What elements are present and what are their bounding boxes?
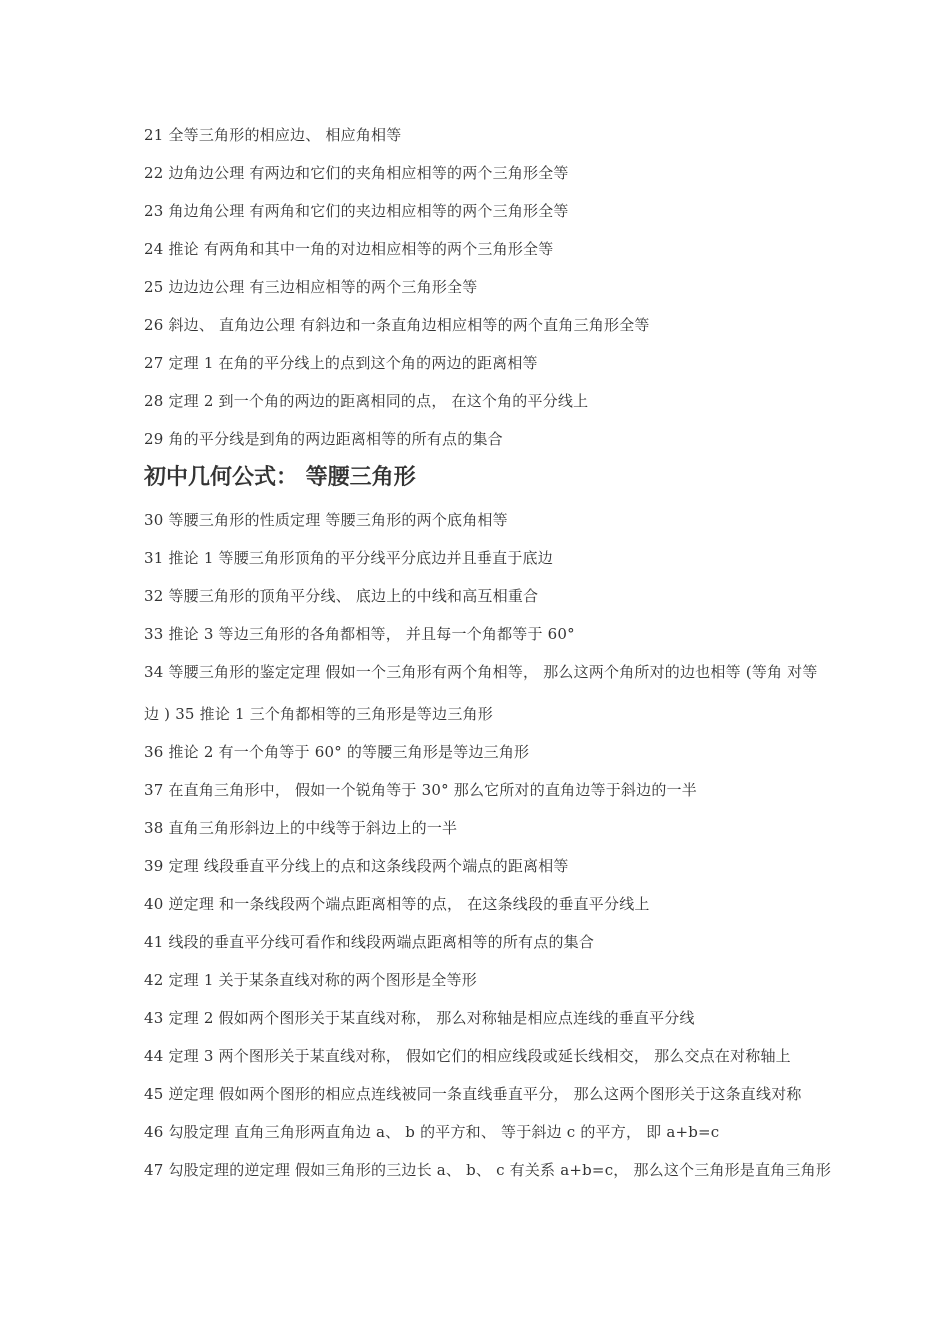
- theorem-line-25: 25 边边边公理 有三边相应相等的两个三角形全等: [144, 278, 478, 296]
- theorem-line-39: 39 定理 线段垂直平分线上的点和这条线段两个端点的距离相等: [144, 857, 569, 875]
- theorem-line-34-cont: 边 ) 35 推论 1 三个角都相等的三角形是等边三角形: [144, 705, 493, 723]
- theorem-line-36: 36 推论 2 有一个角等于 60° 的等腰三角形是等边三角形: [144, 743, 530, 761]
- theorem-line-47: 47 勾股定理的逆定理 假如三角形的三边长 a、 b、 c 有关系 a+b=c， 那么这个三角形是直角三角形: [144, 1161, 832, 1179]
- theorem-line-30: 30 等腰三角形的性质定理 等腰三角形的两个底角相等: [144, 511, 508, 529]
- theorem-line-33: 33 推论 3 等边三角形的各角都相等， 并且每一个角都等于 60°: [144, 625, 575, 643]
- theorem-line-44: 44 定理 3 两个图形关于某直线对称， 假如它们的相应线段或延长线相交， 那么交点在对称轴上: [144, 1047, 791, 1065]
- theorem-line-21: 21 全等三角形的相应边、 相应角相等: [144, 126, 402, 144]
- theorem-line-41: 41 线段的垂直平分线可看作和线段两端点距离相等的所有点的集合: [144, 933, 595, 951]
- theorem-line-27: 27 定理 1 在角的平分线上的点到这个角的两边的距离相等: [144, 354, 538, 372]
- theorem-line-32: 32 等腰三角形的顶角平分线、 底边上的中线和高互相重合: [144, 587, 539, 605]
- theorem-line-42: 42 定理 1 关于某条直线对称的两个图形是全等形: [144, 971, 477, 989]
- theorem-line-34: 34 等腰三角形的鉴定定理 假如一个三角形有两个角相等， 那么这两个角所对的边也相等 (等角 对等: [144, 663, 818, 681]
- theorem-line-23: 23 角边角公理 有两角和它们的夹边相应相等的两个三角形全等: [144, 202, 569, 220]
- theorem-line-22: 22 边角边公理 有两边和它们的夹角相应相等的两个三角形全等: [144, 164, 569, 182]
- theorem-line-37: 37 在直角三角形中， 假如一个锐角等于 30° 那么它所对的直角边等于斜边的一半: [144, 781, 697, 799]
- section-heading: 初中几何公式： 等腰三角形: [144, 465, 416, 490]
- theorem-line-43: 43 定理 2 假如两个图形关于某直线对称， 那么对称轴是相应点连线的垂直平分线: [144, 1009, 695, 1027]
- theorem-line-28: 28 定理 2 到一个角的两边的距离相同的点， 在这个角的平分线上: [144, 392, 589, 410]
- theorem-line-45: 45 逆定理 假如两个图形的相应点连线被同一条直线垂直平分， 那么这两个图形关于这条直线对称: [144, 1085, 802, 1103]
- theorem-line-24: 24 推论 有两角和其中一角的对边相应相等的两个三角形全等: [144, 240, 554, 258]
- theorem-line-29: 29 角的平分线是到角的两边距离相等的所有点的集合: [144, 430, 503, 448]
- theorem-line-46: 46 勾股定理 直角三角形两直角边 a、 b 的平方和、 等于斜边 c 的平方， 即 a+b=c: [144, 1123, 720, 1141]
- theorem-line-26: 26 斜边、 直角边公理 有斜边和一条直角边相应相等的两个直角三角形全等: [144, 316, 650, 334]
- theorem-line-31: 31 推论 1 等腰三角形顶角的平分线平分底边并且垂直于底边: [144, 549, 553, 567]
- theorem-line-40: 40 逆定理 和一条线段两个端点距离相等的点， 在这条线段的垂直平分线上: [144, 895, 650, 913]
- theorem-line-38: 38 直角三角形斜边上的中线等于斜边上的一半: [144, 819, 458, 837]
